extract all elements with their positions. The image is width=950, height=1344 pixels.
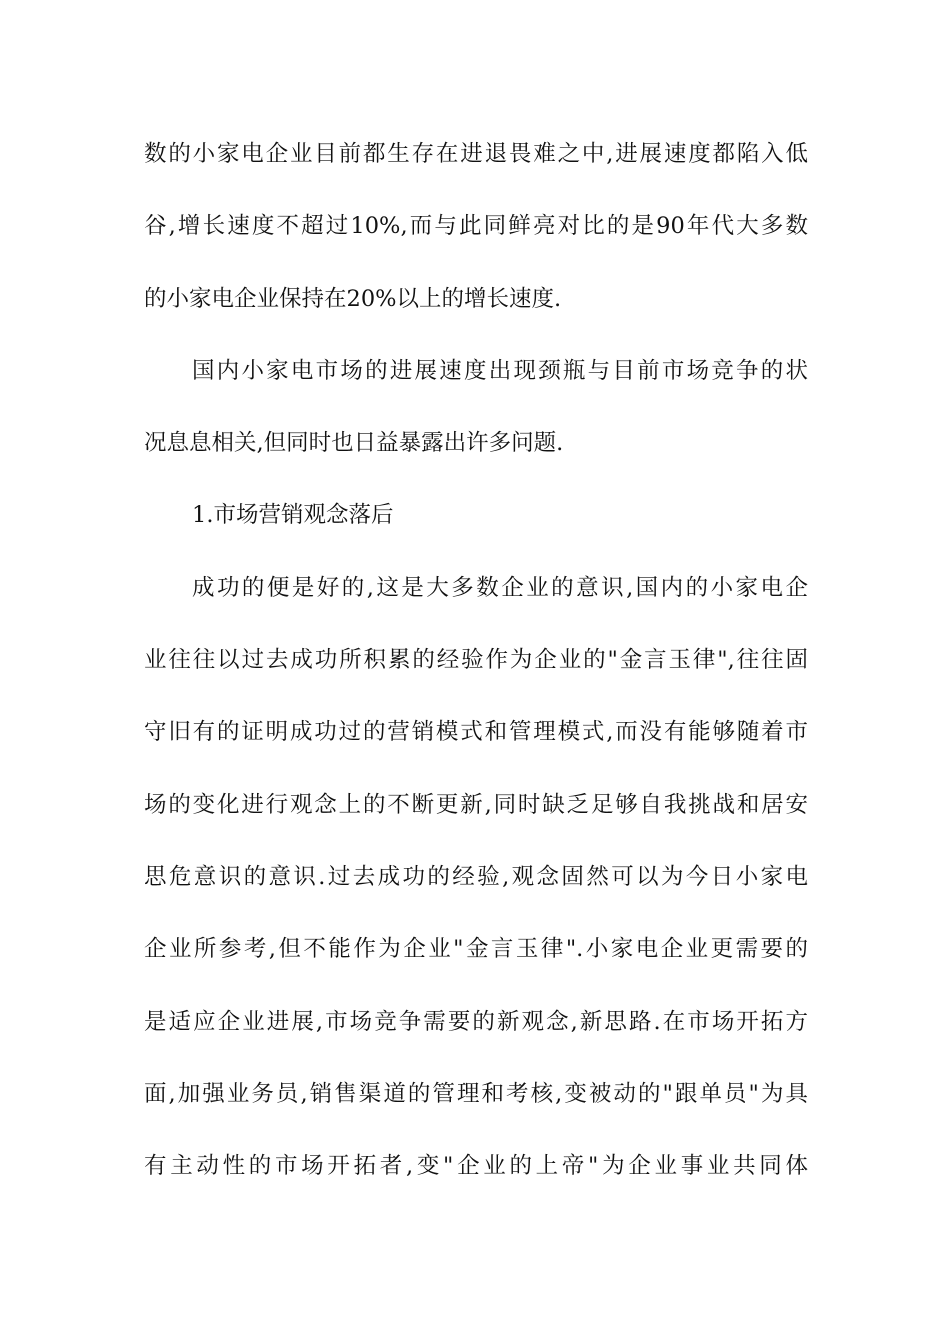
text-line: 场的变化进行观念上的不断更新,同时缺乏足够自我挑战和居安 bbox=[144, 791, 808, 818]
text-line: 的小家电企业保持在20%以上的增长速度. bbox=[144, 285, 562, 312]
text-line: 思危意识的意识.过去成功的经验,观念固然可以为今日小家电 bbox=[144, 863, 808, 890]
text-line: 企业所参考,但不能作为企业"金言玉律".小家电企业更需要的 bbox=[144, 936, 808, 963]
text-line: 有主动性的市场开拓者,变"企业的上帝"为企业事业共同体 bbox=[144, 1153, 808, 1180]
text-line: 成功的便是好的,这是大多数企业的意识,国内的小家电企 bbox=[192, 574, 808, 601]
text-line: 守旧有的证明成功过的营销模式和管理模式,而没有能够随着市 bbox=[144, 719, 808, 746]
text-line: 面,加强业务员,销售渠道的管理和考核,变被动的"跟单员"为具 bbox=[144, 1080, 808, 1107]
text-line: 谷,增长速度不超过10%,而与此同鲜亮对比的是90年代大多数 bbox=[144, 213, 808, 240]
document-body bbox=[144, 128, 808, 1212]
text-line: 是适应企业进展,市场竞争需要的新观念,新思路.在市场开拓方 bbox=[144, 1008, 808, 1035]
text-line: 国内小家电市场的进展速度出现颈瓶与目前市场竞争的状 bbox=[192, 357, 808, 384]
text-line: 况息息相关,但同时也日益暴露出许多问题. bbox=[144, 430, 564, 457]
text-line: 数的小家电企业目前都生存在进退畏难之中,进展速度都陷入低 bbox=[144, 141, 808, 167]
text-line: 业往往以过去成功所积累的经验作为企业的"金言玉律",往往固 bbox=[144, 647, 808, 674]
section-heading: 1.市场营销观念落后 bbox=[192, 502, 394, 529]
